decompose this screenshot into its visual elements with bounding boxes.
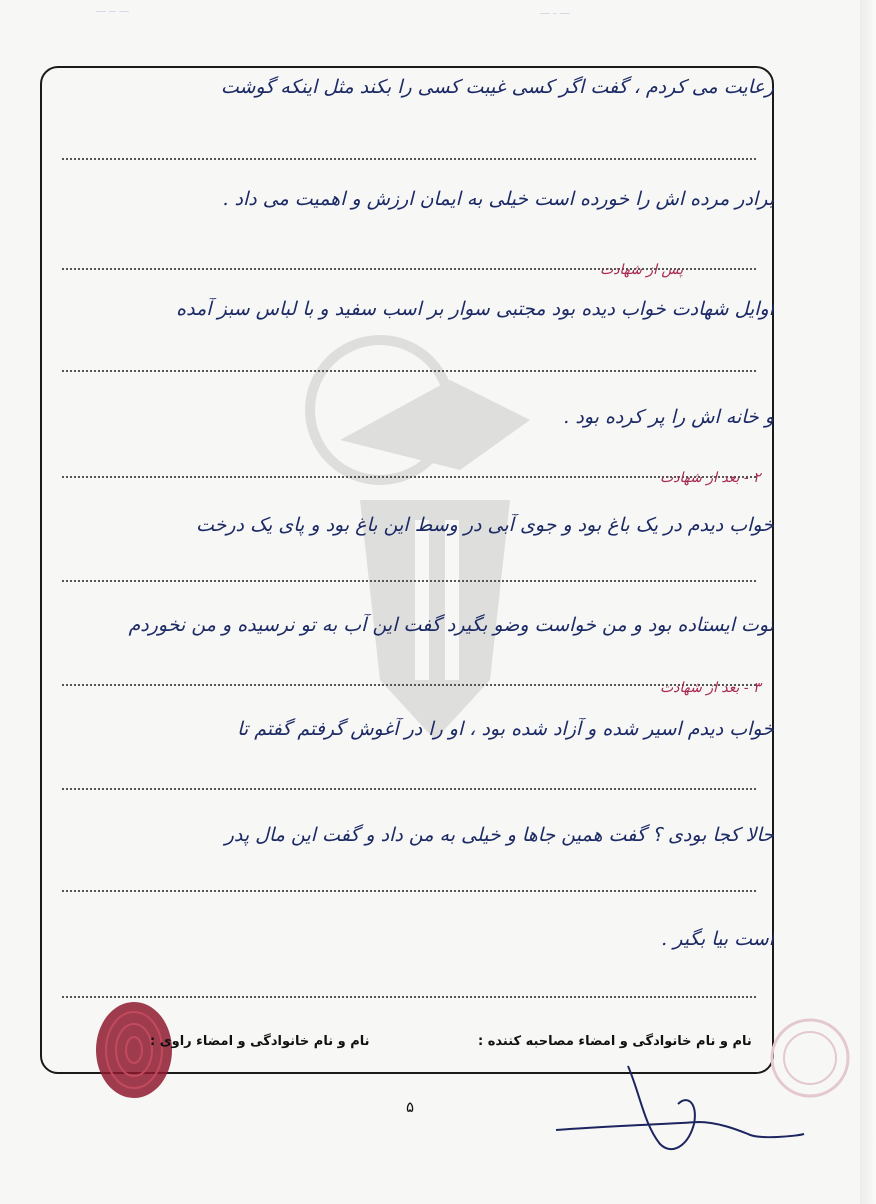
dotted-rule xyxy=(62,788,756,790)
dotted-rule xyxy=(62,684,756,686)
page-number: ۵ xyxy=(405,1098,415,1116)
handwritten-line: خواب دیدم در یک باغ بود و جوی آبی در وسط این باغ بود و پای یک درخت xyxy=(195,514,774,536)
handwritten-line: رعایت می کردم ، گفت اگر کسی غیبت کسی را بکند مثل اینکه گوشت xyxy=(220,76,774,98)
narrator-signature-label: نام و نام خانوادگی و امضاء راوی : xyxy=(150,1034,370,1049)
fingerprint-icon xyxy=(92,998,176,1102)
dotted-rule xyxy=(62,370,756,372)
handwritten-line: برادر مرده اش را خورده است خیلی به ایمان ارزش و اهمیت می داد . xyxy=(222,188,774,210)
handwritten-line: و خانه اش را پر کرده بود . xyxy=(563,406,774,428)
dotted-rule xyxy=(62,890,756,892)
handwritten-line: اوایل شهادت خواب دیده بود مجتبی سوار بر اسب سفید و با لباس سبز آمده xyxy=(176,298,774,320)
dotted-rule xyxy=(62,580,756,582)
handwritten-line: حالا کجا بودی ؟ گفت همین جاها و خیلی به من داد و گفت این مال پدر xyxy=(224,824,774,846)
signature-icon xyxy=(548,1064,808,1156)
handwritten-line: توت ایستاده بود و من خواست وضو بگیرد گفت این آب به تو نرسیده و من نخوردم xyxy=(128,614,774,636)
margin-note: ۲ - بعد از شهادت xyxy=(660,470,761,486)
dotted-rule xyxy=(62,476,756,478)
bleed-through-text: ـــ ـ ـــ xyxy=(540,4,570,17)
interviewer-signature-label: نام و نام خانوادگی و امضاء مصاحبه کننده : xyxy=(478,1034,752,1049)
bleed-through-text: ـــ ــ ـــ xyxy=(96,2,129,15)
dotted-rule xyxy=(62,158,756,160)
page-edge xyxy=(860,0,876,1204)
handwritten-line: خواب دیدم اسیر شده و آزاد شده بود ، او را در آغوش گرفتم گفتم تا xyxy=(237,718,774,740)
margin-note: ۳ - بعد از شهادت xyxy=(660,680,761,696)
margin-note: پس از شهادت xyxy=(600,262,684,278)
handwritten-line: است بیا بگیر . xyxy=(661,928,774,950)
